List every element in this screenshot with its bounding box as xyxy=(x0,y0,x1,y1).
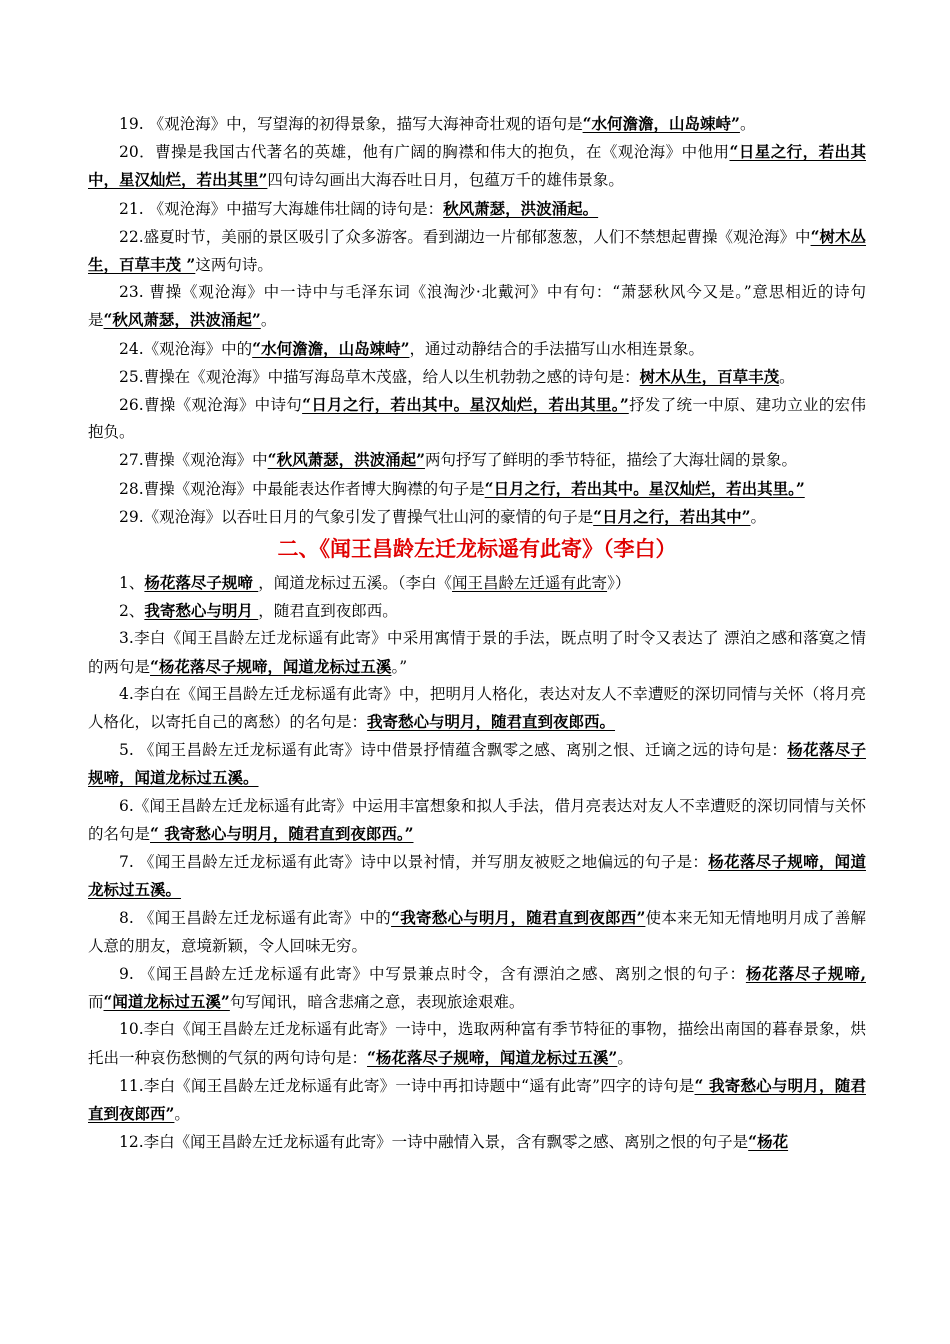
question-paragraph xyxy=(88,363,866,391)
question-text: 而 xyxy=(88,993,104,1012)
question-text: 抒发了统一中原、建功立业的宏伟抱负。 xyxy=(88,396,866,442)
document-page xyxy=(88,110,866,1156)
question-paragraph xyxy=(88,138,866,194)
answer-text: “ 我寄愁心与明月，随君直到夜郎西。” xyxy=(150,823,414,843)
question-text: 11.李白《闻王昌龄左迁龙标遥有此寄》一诗中再扣诗题中“遥有此寄”四字的诗句是 xyxy=(119,1076,695,1095)
answer-text: “树木丛生，百草丰茂 ” xyxy=(88,226,867,275)
question-text: 5. 《闻王昌龄左迁龙标遥有此寄》诗中借景抒情蕴含飘零之感、离别之恨、迁谪之远的诗句是： xyxy=(119,741,788,760)
question-text: 27.曹操《观沧海》中 xyxy=(119,451,268,470)
answer-text: “杨花落尽子规啼，闻道龙标过五溪” xyxy=(367,1047,618,1067)
answer-text: 杨花落尽子规啼，闻道龙标过五溪。 xyxy=(88,740,866,788)
question-text: 。 xyxy=(260,311,277,330)
answer-text: “杨花落尽子规啼，闻道龙标过五溪 xyxy=(150,656,392,676)
answer-text: “秋风萧瑟，洪波涌起” xyxy=(103,310,261,330)
question-text: 4.李白在《闻王昌龄左迁龙标遥有此寄》中，把明月人格化，表达对友人不幸遭贬的深切同情与关怀（将月亮人格化，以寄托自己的离愁）的名句是： xyxy=(88,684,866,732)
answer-text: “水何澹澹，山岛竦峙” xyxy=(582,114,740,133)
question-text: 句写闻讯，暗含悲痛之意，表现旅途艰难。 xyxy=(229,993,525,1012)
question-paragraph xyxy=(88,569,866,597)
question-text: 。” xyxy=(391,657,408,676)
question-text: 7. 《闻王昌龄左迁龙标遥有此寄》诗中以景衬情，并写朋友被贬之地偏远的句子是： xyxy=(119,853,709,872)
question-text: 》） xyxy=(607,574,631,593)
question-text: 29.《观沧海》以吞吐日月的气象引发了曹操气壮山河的豪情的句子是 xyxy=(119,507,594,526)
answer-text: “日星之行，若出其中，星汉灿烂，若出其里” xyxy=(88,142,866,190)
question-paragraph xyxy=(88,279,866,334)
question-paragraph xyxy=(88,446,866,474)
question-paragraph xyxy=(88,195,866,223)
question-paragraph xyxy=(88,475,866,503)
question-paragraph xyxy=(88,736,866,792)
question-text: 使本来无知无情地明月成了善解人意的朋友，意境新颖，令人回味无穷。 xyxy=(88,909,866,955)
question-text: ，闻道龙标过五溪。（李白《 xyxy=(258,574,453,593)
question-text: 9. 《闻王昌龄左迁龙标遥有此寄》中写景兼点时令，含有漂泊之感、离别之恨的句子： xyxy=(119,964,746,983)
answer-text: 杨花落尽子规啼, xyxy=(745,963,866,983)
answer-text: “水何澹澹，山岛竦峙” xyxy=(252,338,410,358)
question-paragraph xyxy=(88,597,866,625)
question-paragraph xyxy=(88,904,866,959)
question-paragraph xyxy=(88,223,866,279)
question-text: 。 xyxy=(174,1104,190,1123)
question-text: 2、 xyxy=(119,602,145,621)
underlined-title: 闻王昌龄左迁遥有此寄 xyxy=(452,574,608,593)
question-paragraph xyxy=(88,960,866,1016)
question-text: 12.李白《闻王昌龄左迁龙标遥有此寄》一诗中融情入景，含有飘零之感、离别之恨的句子是 xyxy=(119,1133,749,1152)
question-paragraph xyxy=(88,1016,866,1071)
answer-text: “日月之行，若出其中。星汉灿烂，若出其里。” xyxy=(484,478,805,498)
question-text: 26.曹操《观沧海》中诗句 xyxy=(119,396,303,415)
answer-text: 我寄愁心与明月，随君直到夜郎西。 xyxy=(367,712,616,732)
question-text: ，通过动静结合的手法描写山水相连景象。 xyxy=(409,339,705,358)
question-text: 这两句诗。 xyxy=(195,256,273,275)
question-text: 。 xyxy=(750,507,767,526)
question-text: 25.曹操在《观沧海》中描写海岛草木茂盛，给人以生机勃勃之感的诗句是： xyxy=(119,367,640,386)
answer-text: 秋风萧瑟，洪波涌起。 xyxy=(443,198,599,218)
question-text: 22.盛夏时节，美丽的景区吸引了众多游客。看到湖边一片郁郁葱葱，人们不禁想起曹操《观沧海》中 xyxy=(119,227,811,246)
answer-text: “我寄愁心与明月，随君直到夜郎西” xyxy=(391,908,646,928)
question-text: ，随君直到夜郎西。 xyxy=(258,602,398,621)
answer-text: “闻道龙标过五溪” xyxy=(103,992,230,1012)
question-paragraph xyxy=(88,848,866,904)
section-heading: 二、《闻王昌龄左迁龙标遥有此寄》（李白） xyxy=(277,537,677,562)
question-text: 20．曹操是我国古代著名的英雄，他有广阔的胸襟和伟大的抱负，在《观沧海》中他用 xyxy=(119,143,730,162)
question-text: 两句抒写了鲜明的季节特征，描绘了大海壮阔的景象。 xyxy=(425,451,798,470)
question-paragraph xyxy=(88,1128,866,1156)
question-paragraph xyxy=(88,625,866,680)
question-text: 四句诗勾画出大海吞吐日月，包蕴万千的雄伟景象。 xyxy=(267,171,624,190)
question-text: 24.《观沧海》中的 xyxy=(119,339,253,358)
question-text: 8. 《闻王昌龄左迁龙标遥有此寄》中的 xyxy=(119,909,392,928)
question-paragraph xyxy=(88,681,866,736)
question-text: 。 xyxy=(617,1048,633,1067)
answer-text: 树木从生，百草丰茂 xyxy=(639,366,780,386)
question-paragraph xyxy=(88,110,866,138)
question-paragraph xyxy=(88,793,866,848)
question-text: 3.李白《闻王昌龄左迁龙标遥有此寄》中采用寓情于景的手法，既点明了时令又表达了 漂泊之感和落寞之情的两句是 xyxy=(88,629,866,676)
question-text: 1、 xyxy=(119,574,145,593)
question-paragraph xyxy=(88,1072,866,1128)
question-paragraph xyxy=(88,335,866,363)
question-text: 23. 曹操《观沧海》中一诗中与毛泽东词《浪淘沙·北戴河》中有句：“萧瑟秋风今又是。”意思相近的诗句是 xyxy=(88,283,866,330)
answer-text: “杨花 xyxy=(748,1132,789,1152)
question-text: 21. 《观沧海》中描写大海雄伟壮阔的诗句是： xyxy=(119,199,444,218)
question-paragraph xyxy=(88,391,866,446)
answer-text: 杨花落尽子规啼，闻道龙标过五溪。 xyxy=(88,852,866,900)
answer-text: “秋风萧瑟，洪波涌起” xyxy=(267,450,425,470)
question-text: 28.曹操《观沧海》中最能表达作者博大胸襟的句子是 xyxy=(119,479,485,498)
answer-text: “日月之行，若出其中。星汉灿烂，若出其里。” xyxy=(302,395,629,415)
question-text: 。 xyxy=(739,115,756,133)
answer-text: 杨花落尽子规啼 xyxy=(144,573,259,593)
question-paragraph xyxy=(88,503,866,531)
question-text: 。 xyxy=(779,367,795,386)
part2-section xyxy=(88,569,866,1156)
question-text: 6.《闻王昌龄左迁龙标遥有此寄》中运用丰富想象和拟人手法，借月亮表达对友人不幸遭贬的深切同情与关怀的名句是 xyxy=(88,796,866,843)
answer-text: 我寄愁心与明月 xyxy=(144,601,259,621)
part1-section xyxy=(88,110,866,531)
question-text: 10.李白《闻王昌龄左迁龙标遥有此寄》一诗中，选取两种富有季节特征的事物，描绘出南国的暮春景象，烘托出一种哀伤愁恻的气氛的两句诗句是： xyxy=(88,1020,866,1067)
answer-text: “日月之行，若出其中” xyxy=(593,506,751,526)
question-text: 19. 《观沧海》中，写望海的初得景象，描写大海神奇壮观的语句是 xyxy=(119,115,583,133)
answer-text: “ 我寄愁心与明月，随君直到夜郎西” xyxy=(88,1075,866,1123)
